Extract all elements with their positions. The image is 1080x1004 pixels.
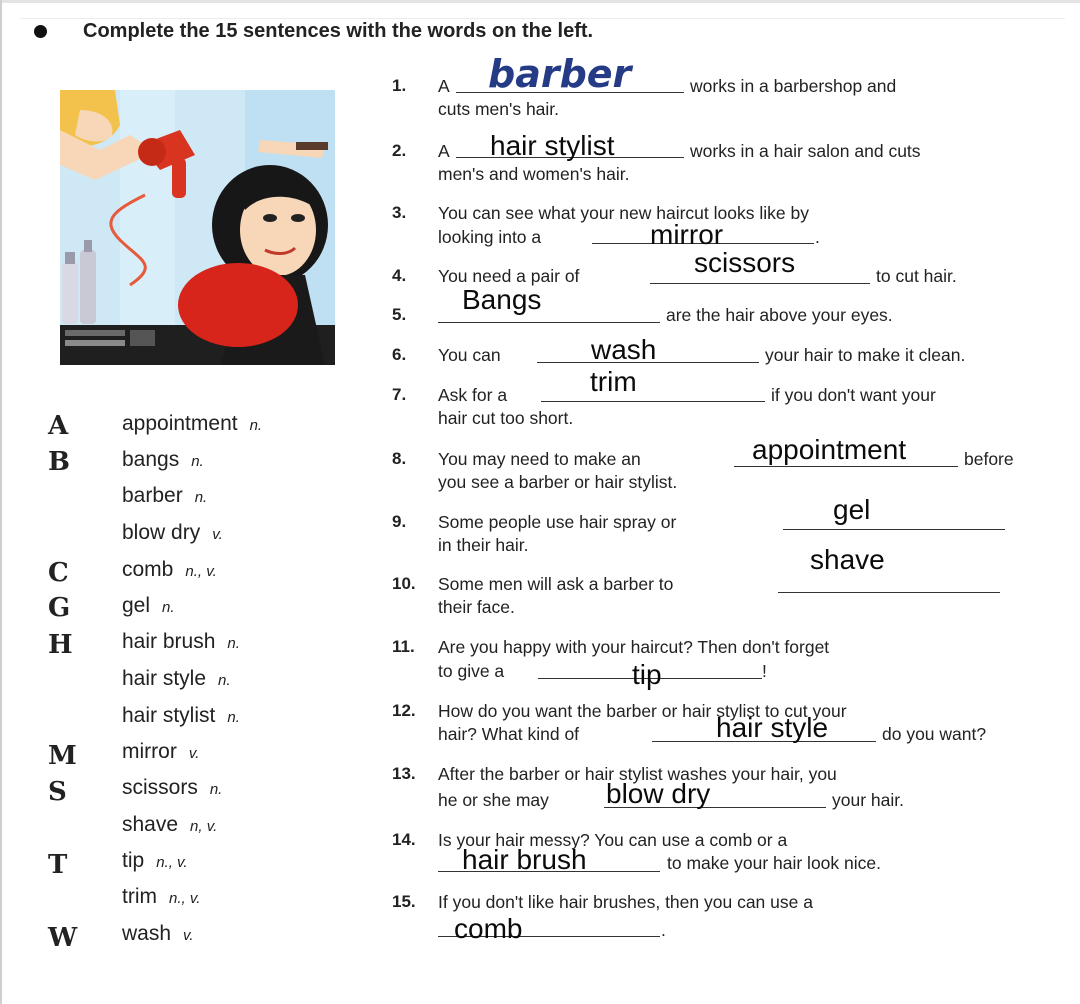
word-bank-item [122, 773, 222, 805]
instruction-line [34, 18, 593, 44]
word-bank-item [122, 737, 199, 769]
sentence-text: Some people use hair spray or [438, 512, 677, 532]
sentence-number: 7. [392, 385, 407, 404]
word-bank-item [122, 701, 240, 733]
word-bank-word: hair stylist [122, 704, 216, 727]
sentence-text: A [438, 76, 450, 96]
sentence-text: Is your hair messy? You can use a comb or a [438, 830, 788, 850]
sentence-text: hair? What kind of [438, 724, 580, 744]
sentence-number: 4. [392, 266, 407, 285]
sentence-text: If you don't like hair brushes, then you can use a [438, 892, 813, 912]
answer-text: shave [810, 544, 885, 575]
sentence-number: 14. [392, 830, 416, 849]
word-bank-item [122, 481, 207, 513]
sentence-text: to make your hair look nice. [667, 853, 881, 873]
sentence-text: Are you happy with your haircut? Then don't forget [438, 637, 830, 657]
sentence-text: are the hair above your eyes. [666, 305, 893, 325]
word-bank-word: gel [122, 594, 151, 617]
word-bank-letter: M [48, 741, 77, 771]
sentence-number: 10. [392, 574, 416, 593]
word-bank-pos: v. [183, 927, 194, 944]
word-bank-letter: B [48, 447, 70, 477]
word-bank-pos: n, v. [190, 818, 218, 835]
word-bank-word: shave [122, 813, 179, 836]
sentence-text: You may need to make an [438, 449, 641, 469]
sentence-number: 3. [392, 203, 407, 222]
sentence-text: before [964, 449, 1014, 469]
sentence-number: 5. [392, 305, 407, 324]
word-bank-pos: v. [188, 745, 200, 762]
sentence-text: You can see what your new haircut looks like by [438, 203, 809, 223]
answer-text: mirror [650, 219, 724, 250]
word-bank-item [122, 445, 204, 477]
word-bank-word: trim [122, 885, 157, 908]
sentence-text: . [661, 920, 666, 940]
word-bank-item [122, 518, 223, 550]
word-bank-pos: n. [227, 709, 240, 726]
word-bank-pos: n. [218, 672, 231, 689]
sentence-text: your hair to make it clean. [765, 345, 966, 365]
sentence-text: you see a barber or hair stylist. [438, 472, 678, 492]
sentence-text: to cut hair. [876, 266, 957, 286]
sentence-text: ! [762, 661, 767, 681]
answer-blank[interactable] [734, 466, 958, 467]
sentence-text: After the barber or hair stylist washes your hair, you [438, 764, 837, 784]
answer-blank[interactable] [783, 529, 1005, 530]
word-bank-letter: T [48, 850, 68, 880]
answer-text: hair brush [462, 844, 587, 875]
word-bank-pos: n. [209, 781, 223, 798]
word-bank-word: barber [122, 484, 183, 507]
sentence-text: their face. [438, 597, 515, 617]
word-bank-word: scissors [122, 776, 198, 799]
word-bank-word: tip [122, 849, 145, 872]
word-bank-pos: v. [212, 526, 223, 543]
word-bank-pos: n. [227, 635, 240, 652]
left-border [0, 0, 2, 1004]
answer-text: gel [833, 494, 871, 525]
sentence-number: 12. [392, 701, 416, 720]
word-bank-item [122, 591, 175, 623]
sentence-text: in their hair. [438, 535, 529, 555]
sentence-text: . [815, 227, 820, 247]
sentence-number: 15. [392, 892, 416, 911]
answer-text: appointment [752, 434, 907, 465]
word-bank-item [122, 664, 231, 696]
sentence-number: 9. [392, 512, 407, 531]
answer-text: trim [590, 366, 637, 397]
answer-text: Bangs [462, 284, 542, 315]
word-bank-pos: n., v. [169, 890, 201, 907]
sentence-number: 2. [392, 141, 407, 160]
sentence-text: if you don't want your [771, 385, 936, 405]
instruction-text: Complete the 15 sentences with the words on the left. [83, 19, 594, 42]
sentence-text: do you want? [882, 724, 987, 744]
hair-salon-illustration [60, 90, 335, 365]
word-bank-pos: n. [162, 599, 175, 616]
answer-blank[interactable] [438, 322, 660, 323]
bullet-icon [34, 25, 47, 38]
sentence-text: your hair. [832, 790, 904, 810]
answer-text: blow dry [606, 778, 711, 809]
hair-salon-illustration-svg [60, 90, 335, 365]
word-bank-pos: n., v. [185, 563, 217, 580]
word-bank-letter: S [48, 777, 67, 807]
sentence-text: A [438, 141, 450, 161]
sentence-text: to give a [438, 661, 505, 681]
answer-text: hair style [716, 712, 829, 743]
sentence-text: How do you want the barber or hair stylist to cut your [438, 701, 847, 721]
word-bank-pos: n., v. [156, 854, 188, 871]
sentence-number: 13. [392, 764, 416, 783]
sentence-text: cuts men's hair. [438, 99, 560, 119]
word-bank-word: blow dry [122, 521, 201, 544]
sentence-number: 6. [392, 345, 407, 364]
word-bank-item [122, 882, 200, 914]
word-bank-word: hair brush [122, 630, 216, 653]
answer-text: comb [454, 913, 523, 944]
word-bank-pos: n. [249, 417, 263, 434]
answer-blank[interactable] [650, 283, 870, 284]
word-bank-item [122, 409, 262, 441]
sentence-text: he or she may [438, 790, 549, 810]
word-bank-word: comb [122, 558, 174, 581]
word-bank-item [122, 846, 188, 878]
top-border [0, 0, 1080, 3]
sentence-text: Some men will ask a barber to [438, 574, 674, 594]
sentence-text: works in a barbershop and [690, 76, 897, 96]
word-bank-letter: W [48, 923, 78, 953]
answer-blank[interactable] [778, 592, 1000, 593]
answer-text: scissors [694, 247, 796, 278]
word-bank-word: appointment [122, 412, 238, 435]
word-bank-pos: n. [194, 489, 208, 506]
sentence-number: 11. [392, 637, 415, 656]
sentence-text: You can [438, 345, 501, 365]
sentence-number: 8. [392, 449, 407, 468]
answer-blank[interactable] [541, 401, 765, 402]
word-bank-letter: H [48, 630, 73, 660]
sentence-text: Ask for a [438, 385, 508, 405]
word-bank-word: hair style [122, 667, 207, 690]
sentence-text: hair cut too short. [438, 408, 574, 428]
answer-text: tip [632, 659, 662, 690]
word-bank-item [122, 810, 217, 842]
word-bank-item [122, 919, 194, 951]
sentence-text: looking into a [438, 227, 542, 247]
sentence-number: 1. [392, 76, 407, 95]
word-bank-letter: G [48, 593, 71, 623]
answer-text: wash [591, 334, 657, 365]
word-bank-letter: C [48, 558, 69, 588]
word-bank-item [122, 555, 217, 587]
word-bank-word: bangs [122, 448, 180, 471]
sentence-text: works in a hair salon and cuts [690, 141, 921, 161]
sentence-text: You need a pair of [438, 266, 580, 286]
answer-text: barber [488, 52, 632, 96]
word-bank-pos: n. [191, 453, 204, 470]
word-bank-word: mirror [122, 740, 177, 763]
word-bank-word: wash [122, 922, 172, 945]
answer-text: hair stylist [490, 130, 615, 161]
word-bank-letter: A [48, 411, 69, 441]
word-bank-item [122, 627, 240, 659]
sentence-text: men's and women's hair. [438, 164, 630, 184]
